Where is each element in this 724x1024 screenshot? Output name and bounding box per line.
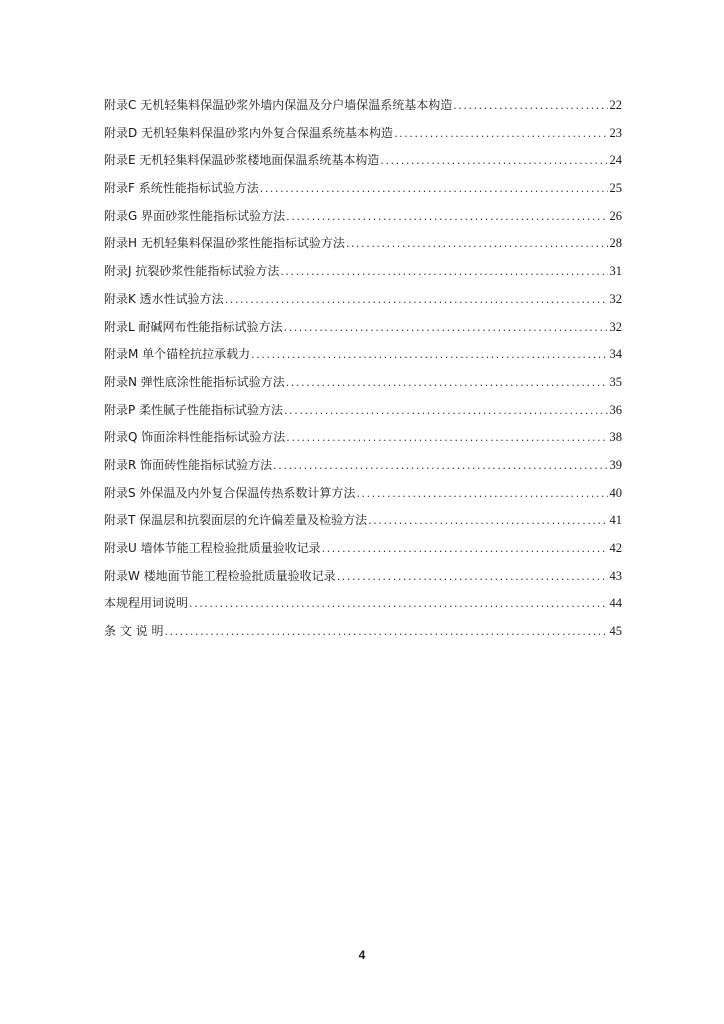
toc-entry[interactable] — [104, 230, 622, 258]
dot-leader — [286, 424, 607, 452]
dot-leader — [322, 535, 608, 563]
toc-entry-page: 35 — [609, 374, 622, 389]
toc-entry[interactable] — [104, 203, 622, 231]
toc-entry-label: 附录G 界面砂浆性能指标试验方法 — [104, 208, 286, 223]
toc-entry[interactable] — [104, 563, 622, 591]
toc-entry-label: 附录M 单个锚栓抗拉承载力 — [104, 347, 251, 362]
toc-entry[interactable] — [104, 258, 622, 286]
toc-entry-page: 31 — [609, 264, 622, 279]
toc-entry-page: 43 — [609, 568, 622, 583]
toc-entry-page: 28 — [609, 236, 622, 251]
toc-entry-page: 38 — [609, 430, 622, 445]
toc-entry-label: 附录C 无机轻集料保温砂浆外墙内保温及分户墙保温系统基本构造 — [104, 98, 453, 112]
dot-leader — [273, 452, 607, 480]
toc-entry[interactable] — [104, 590, 622, 618]
dot-leader — [260, 175, 608, 203]
dot-leader — [284, 314, 608, 342]
toc-entry[interactable] — [104, 120, 622, 148]
toc-entry-page: 40 — [609, 485, 622, 500]
toc-entry-page: 45 — [609, 624, 622, 639]
toc-entry-page: 34 — [609, 347, 622, 362]
toc-entry-label: 附录F 系统性能指标试验方法 — [104, 181, 259, 196]
dot-leader — [337, 563, 608, 591]
toc-entry-label: 附录N 弹性底涂性能指标试验方法 — [104, 374, 285, 389]
toc-entry[interactable] — [104, 175, 622, 203]
toc-entry-page: 25 — [609, 181, 622, 196]
dot-leader — [225, 286, 608, 314]
toc-entry-page: 36 — [609, 402, 622, 417]
dot-leader — [380, 147, 607, 175]
toc-entry-page: 32 — [609, 319, 622, 334]
dot-leader — [368, 507, 607, 535]
toc-entry[interactable] — [104, 92, 622, 120]
toc-entry-label: 附录U 墙体节能工程检验批质量验收记录 — [104, 541, 321, 555]
dot-leader — [356, 480, 607, 508]
toc-entry[interactable] — [104, 286, 622, 314]
toc-entry-label: 附录Q 饰面涂料性能指标试验方法 — [104, 430, 286, 445]
toc-entry-label: 附录L 耐碱网布性能指标试验方法 — [104, 319, 283, 334]
toc-entry-label: 附录T 保温层和抗裂面层的允许偏差量及检验方法 — [104, 513, 368, 528]
toc-entry-page: 23 — [609, 125, 622, 140]
dot-leader — [251, 341, 607, 369]
dot-leader — [164, 618, 607, 646]
toc-entry-label: 附录H 无机轻集料保温砂浆性能指标试验方法 — [104, 236, 345, 251]
toc-entry-page: 39 — [609, 457, 622, 472]
toc-entry[interactable] — [104, 452, 622, 480]
toc-entry-label: 条 文 说 明 — [104, 624, 164, 639]
toc-entry[interactable] — [104, 147, 622, 175]
table-of-contents — [104, 92, 622, 646]
toc-entry-label: 附录S 外保温及内外复合保温传热系数计算方法 — [104, 485, 356, 500]
dot-leader — [280, 258, 607, 286]
dot-leader — [453, 92, 607, 120]
toc-entry-label: 附录J 抗裂砂浆性能指标试验方法 — [104, 264, 280, 279]
toc-entry[interactable] — [104, 369, 622, 397]
toc-entry-label: 附录R 饰面砖性能指标试验方法 — [104, 457, 273, 472]
toc-entry-page: 41 — [609, 513, 622, 528]
dot-leader — [346, 230, 608, 258]
dot-leader — [286, 203, 607, 231]
toc-entry-label: 附录P 柔性腻子性能指标试验方法 — [104, 402, 284, 417]
toc-entry-label: 本规程用词说明 — [104, 596, 189, 611]
toc-entry-label: 附录E 无机轻集料保温砂浆楼地面保温系统基本构造 — [104, 153, 380, 168]
dot-leader — [286, 369, 608, 397]
toc-entry[interactable] — [104, 535, 622, 563]
dot-leader — [189, 590, 607, 618]
toc-entry-label: 附录K 透水性试验方法 — [104, 291, 224, 306]
toc-entry-label: 附录W 楼地面节能工程检验批质量验收记录 — [104, 568, 336, 583]
toc-entry-page: 22 — [609, 98, 622, 112]
dot-leader — [284, 397, 607, 425]
toc-entry[interactable] — [104, 397, 622, 425]
toc-entry[interactable] — [104, 424, 622, 452]
toc-entry[interactable] — [104, 507, 622, 535]
toc-entry-page: 24 — [609, 153, 622, 168]
page-number: 4 — [358, 948, 366, 962]
toc-entry[interactable] — [104, 618, 622, 646]
toc-entry-page: 32 — [609, 291, 622, 306]
dot-leader — [394, 120, 607, 148]
toc-entry-page: 26 — [609, 208, 622, 223]
toc-entry-label: 附录D 无机轻集料保温砂浆内外复合保温系统基本构造 — [104, 125, 394, 140]
toc-entry-page: 44 — [609, 596, 622, 611]
toc-entry[interactable] — [104, 314, 622, 342]
toc-entry-page: 42 — [609, 541, 622, 555]
toc-entry[interactable] — [104, 341, 622, 369]
toc-entry[interactable] — [104, 480, 622, 508]
